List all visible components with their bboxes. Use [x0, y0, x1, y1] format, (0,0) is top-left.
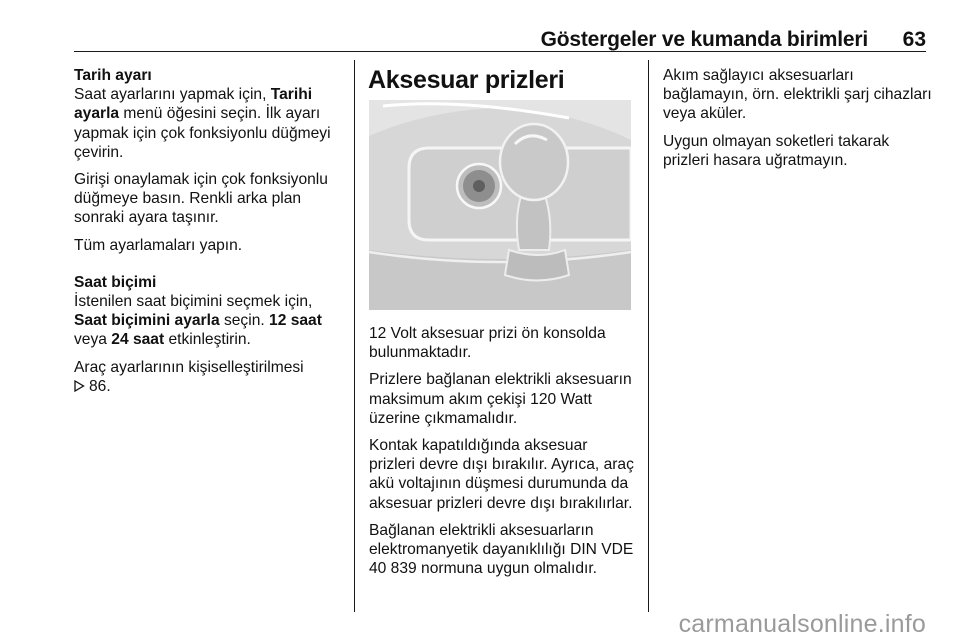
option-term: 12 saat — [269, 312, 322, 330]
column-right — [663, 66, 933, 178]
accessory-socket-illustration — [369, 100, 631, 310]
clock-paragraph-1 — [74, 85, 344, 162]
clock-paragraph-3: Tüm ayarlamaları yapın. — [74, 236, 243, 254]
header-divider — [74, 51, 926, 52]
spacer — [74, 263, 344, 273]
text-run: menü öğesini seçin. İlk ayarı yapmak için çok fonksiyonlu düğmeyi çevirin. — [74, 105, 331, 161]
column-left — [74, 66, 344, 404]
format-paragraph-2 — [74, 358, 344, 396]
socket-paragraph-3: Kontak kapatıldığında aksesuar prizleri devre dışı bırakılır. Ayrıca, araç akü voltajının düşmesi durumunda da aksesuar prizleri devre dışı bırakılırlar. — [369, 437, 634, 512]
section-title: Aksesuar prizleri — [368, 66, 565, 94]
column-middle — [369, 324, 634, 586]
text-run: veya — [74, 331, 112, 349]
warning-paragraph-2: Uygun olmayan soketleri takarak prizleri hasara uğratmayın. — [663, 132, 890, 169]
text-run: İstenilen saat biçimini seçmek için, — [74, 293, 313, 311]
page-reference-number: 86. — [89, 377, 111, 395]
page-reference-arrow-icon — [74, 380, 85, 392]
text-run: Saat ayarlarını yapmak için, — [74, 86, 271, 104]
format-paragraph-1 — [74, 292, 344, 350]
warning-paragraph-1: Akım sağlayıcı aksesuarları bağlamayın, örn. elektrikli şarj cihazları veya aküler. — [663, 67, 932, 123]
socket-paragraph-1: 12 Volt aksesuar prizi ön konsolda bulunmaktadır. — [369, 325, 606, 362]
menu-item-term: Tarihi ayarla — [74, 86, 313, 123]
text-run: Araç ayarlarının kişiselleştirilmesi — [74, 358, 304, 376]
text-run: etkinleştirin. — [164, 331, 251, 349]
format-heading: Saat biçimi — [74, 273, 157, 291]
gear-shift-and-socket-illustration — [369, 100, 631, 310]
menu-item-term: Saat biçimini ayarla — [74, 312, 220, 330]
clock-heading: Tarih ayarı — [74, 67, 152, 84]
watermark-text: carmanualsonline.info — [678, 610, 926, 638]
socket-paragraph-4: Bağlanan elektrikli aksesuarların elektromanyetik dayanıklılığı DIN VDE 40 839 normuna uygun olmalıdır. — [369, 521, 634, 578]
page-reference-link[interactable] — [74, 378, 111, 395]
option-term: 24 saat — [111, 331, 165, 349]
text-run: seçin. — [219, 312, 270, 330]
page-header — [0, 0, 960, 52]
clock-paragraph-2: Girişi onaylamak için çok fonksiyonlu düğmeye basın. Renkli arka plan sonraki ayara taşınır. — [74, 171, 328, 227]
column-divider-2 — [648, 60, 649, 612]
column-divider-1 — [354, 60, 355, 612]
chapter-title: Göstergeler ve kumanda birimleri — [540, 28, 868, 51]
page-number: 63 — [902, 28, 926, 51]
socket-paragraph-2: Prizlere bağlanan elektrikli aksesuarın maksimum akım çekişi 120 Watt üzerine çıkmamalıdır. — [369, 371, 632, 427]
